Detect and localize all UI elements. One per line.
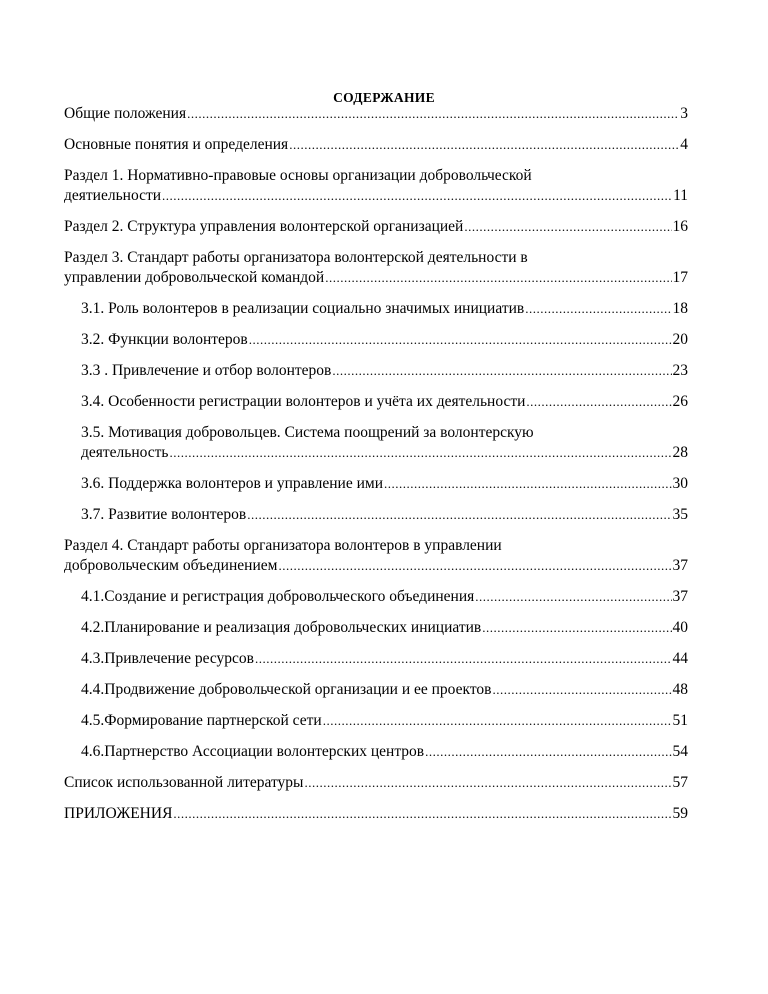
dot-leader	[173, 804, 671, 824]
toc-entry-number: 4.3.	[81, 650, 105, 667]
toc-entry-line	[81, 443, 688, 463]
toc-entry-text: деятельность	[81, 444, 169, 461]
toc-entry-line	[64, 804, 688, 824]
toc-entry	[64, 680, 688, 700]
toc-entry	[64, 392, 688, 412]
toc-entry-line	[81, 423, 688, 443]
toc-entry-text: 3.4. Особенности регистрации волонтеров и учёта их деятельности	[81, 393, 526, 410]
toc-entry-line	[81, 299, 688, 319]
toc-page-number: 57	[672, 774, 688, 791]
dot-leader	[187, 104, 679, 124]
toc-entry	[64, 587, 688, 607]
table-of-contents	[64, 104, 688, 835]
toc-entry-text: 3.3 . Привлечение и отбор волонтеров	[81, 362, 332, 379]
toc-entry-text: 3.6. Поддержка волонтеров и управление ими	[81, 475, 383, 492]
dot-leader	[323, 711, 672, 731]
toc-entry-line	[81, 474, 688, 494]
toc-entry-text: Создание и регистрация добровольческого объединения	[104, 588, 475, 605]
toc-entry-line	[64, 186, 688, 206]
dot-leader	[255, 649, 672, 669]
dot-leader	[325, 268, 671, 288]
toc-entry	[64, 711, 688, 731]
dot-leader	[249, 330, 672, 350]
dot-leader	[475, 587, 671, 607]
toc-entry-text: Раздел 1. Нормативно-правовые основы организации добровольческой	[64, 167, 532, 184]
toc-page-number: 17	[672, 269, 688, 286]
dot-leader	[247, 505, 671, 525]
toc-entry	[64, 618, 688, 638]
toc-page-number: 35	[672, 506, 688, 523]
dot-leader	[162, 186, 672, 206]
dot-leader	[525, 299, 671, 319]
dot-leader	[492, 680, 671, 700]
toc-entry-line	[64, 556, 688, 576]
toc-entry-line	[64, 135, 688, 155]
dot-leader	[332, 361, 671, 381]
toc-entry	[64, 299, 688, 319]
toc-entry-line	[64, 773, 688, 793]
toc-entry-line	[81, 330, 688, 350]
toc-entry-text: 3.7. Развитие волонтеров	[81, 506, 247, 523]
dot-leader	[170, 443, 672, 463]
toc-entry-text: Формирование партнерской сети	[104, 712, 322, 729]
toc-entry-text: Привлечение ресурсов	[104, 650, 254, 667]
toc-entry-line	[64, 104, 688, 124]
toc-entry	[64, 330, 688, 350]
toc-entry	[64, 361, 688, 381]
toc-page-number: 48	[672, 681, 688, 698]
toc-entry-text: ПРИЛОЖЕНИЯ	[64, 805, 173, 822]
toc-entry-text: Планирование и реализация добровольческих инициатив	[104, 619, 482, 636]
toc-entry-line	[81, 711, 688, 731]
dot-leader	[482, 618, 671, 638]
toc-entry-text: 3.2. Функции волонтеров	[81, 331, 248, 348]
toc-entry	[64, 742, 688, 762]
toc-entry-text: Раздел 4. Стандарт работы организатора волонтеров в управлении	[64, 537, 502, 554]
toc-entry	[64, 423, 688, 463]
toc-entry	[64, 217, 688, 237]
toc-page-number: 26	[672, 393, 688, 410]
document-title: СОДЕРЖАНИЕ	[333, 90, 435, 105]
toc-page-number: 54	[672, 743, 688, 760]
toc-entry-line	[81, 392, 688, 412]
toc-entry	[64, 474, 688, 494]
toc-entry-line	[81, 742, 688, 762]
dot-leader	[464, 217, 671, 237]
toc-entry-line	[81, 618, 688, 638]
toc-page-number: 40	[672, 619, 688, 636]
toc-entry-number: 4.5.	[81, 712, 105, 729]
dot-leader	[304, 773, 671, 793]
toc-entry-line	[81, 680, 688, 700]
dot-leader	[278, 556, 671, 576]
toc-page-number: 37	[672, 557, 688, 574]
toc-entry-text: Основные понятия и определения	[64, 136, 289, 153]
toc-entry-text: деятиельности	[64, 187, 162, 204]
toc-page-number: 44	[672, 650, 688, 667]
toc-page-number: 23	[672, 362, 688, 379]
toc-entry-text: Раздел 3. Стандарт работы организатора волонтерской деятельности в	[64, 249, 528, 266]
toc-entry-number: 4.4.	[81, 681, 105, 698]
toc-page-number: 59	[672, 805, 688, 822]
toc-entry	[64, 104, 688, 124]
toc-page-number: 28	[672, 444, 688, 461]
toc-entry-number: 4.1.	[81, 588, 105, 605]
toc-page-number: 4	[680, 136, 688, 153]
toc-entry-number: 4.2.	[81, 619, 105, 636]
toc-entry-line	[64, 536, 688, 556]
toc-entry-line	[64, 248, 688, 268]
toc-entry-line	[64, 268, 688, 288]
toc-entry-number: 4.6.	[81, 743, 105, 760]
toc-entry	[64, 135, 688, 155]
toc-entry-line	[64, 217, 688, 237]
dot-leader	[289, 135, 679, 155]
toc-page-number: 30	[672, 475, 688, 492]
toc-entry-text: управлении добровольческой командой	[64, 269, 325, 286]
toc-entry-text: Список использованной литературы	[64, 774, 304, 791]
toc-entry	[64, 804, 688, 824]
toc-page-number: 37	[672, 588, 688, 605]
toc-entry	[64, 166, 688, 206]
toc-entry-text: Общие положения	[64, 105, 187, 122]
toc-entry	[64, 649, 688, 669]
toc-entry-text: добровольческим объединением	[64, 557, 278, 574]
dot-leader	[526, 392, 671, 412]
toc-entry-text: Раздел 2. Структура управления волонтерской организацией	[64, 218, 464, 235]
toc-entry-line	[81, 587, 688, 607]
toc-entry	[64, 505, 688, 525]
toc-entry-text: 3.1. Роль волонтеров в реализации социально значимых инициатив	[81, 300, 525, 317]
toc-entry	[64, 773, 688, 793]
toc-page-number: 16	[672, 218, 688, 235]
toc-entry-line	[64, 166, 688, 186]
toc-entry	[64, 536, 688, 576]
toc-page-number: 11	[673, 187, 688, 204]
toc-entry	[64, 248, 688, 288]
toc-entry-line	[81, 505, 688, 525]
dot-leader	[425, 742, 671, 762]
toc-entry-line	[81, 649, 688, 669]
toc-entry-text: 3.5. Мотивация добровольцев. Система поощрений за волонтерскую	[81, 424, 534, 441]
toc-page-number: 3	[680, 105, 688, 122]
toc-entry-line	[81, 361, 688, 381]
toc-entry-text: Продвижение добровольческой организации и ее проектов	[104, 681, 492, 698]
toc-page-number: 18	[672, 300, 688, 317]
toc-page-number: 51	[672, 712, 688, 729]
toc-page-number: 20	[672, 331, 688, 348]
toc-entry-text: Партнерство Ассоциации волонтерских центров	[104, 743, 425, 760]
dot-leader	[384, 474, 672, 494]
